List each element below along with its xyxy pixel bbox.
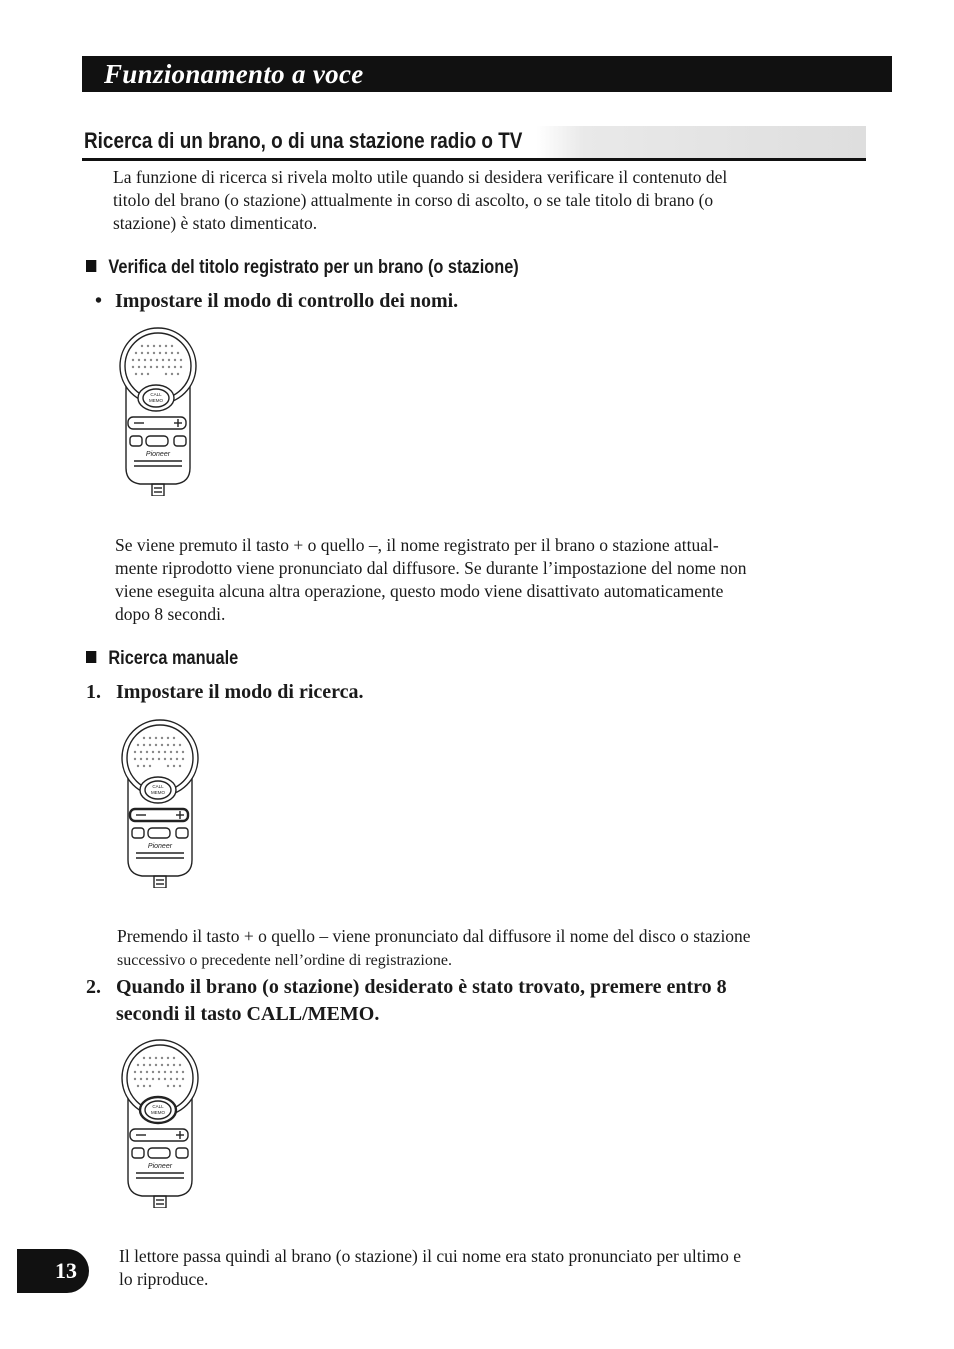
intro-line: stazione) è stato dimenticato. xyxy=(113,213,318,233)
description-line: dopo 8 secondi. xyxy=(115,604,226,624)
verify-bullet-text: Impostare il modo di controllo dei nomi. xyxy=(115,290,459,312)
page-number: 13 xyxy=(55,1258,77,1283)
step-2-line: Quando il brano (o stazione) desiderato è stato trovato, premere entro 8 xyxy=(116,976,727,998)
square-bullet-icon xyxy=(86,260,96,272)
note-line: successivo o precedente nell’ordine di registrazione. xyxy=(117,952,452,969)
brand-label: Pioneer xyxy=(145,451,171,458)
manual-heading xyxy=(86,647,238,671)
call-label: CALL xyxy=(150,392,162,397)
memo-label: MEMO xyxy=(149,398,163,403)
description-line: mente riprodotto viene pronunciato dal diffusore. Se durante l’impostazione del nome non xyxy=(115,558,747,578)
bullet-marker: • xyxy=(95,290,103,312)
step-2-marker: 2. xyxy=(86,976,101,998)
voice-remote-controller-icon xyxy=(120,1038,200,1208)
note-line: lo riproduce. xyxy=(119,1269,209,1289)
step-1-note xyxy=(117,925,857,972)
call-label: CALL xyxy=(152,1104,164,1109)
section-heading-text: Ricerca di un brano, o di una stazione radio o TV xyxy=(84,128,523,153)
intro-line: La funzione di ricerca si rivela molto utile quando si desidera verificare il contenuto del xyxy=(113,167,728,187)
manual-heading-text: Ricerca manuale xyxy=(108,648,239,669)
chapter-title: Funzionamento a voce xyxy=(104,59,364,89)
verify-heading xyxy=(86,256,519,280)
section-heading xyxy=(82,126,866,161)
call-label: CALL xyxy=(152,784,164,789)
voice-remote-controller-icon xyxy=(118,326,198,496)
brand-label: Pioneer xyxy=(147,1163,173,1170)
memo-label: MEMO xyxy=(151,790,165,795)
brand-label: Pioneer xyxy=(147,843,173,850)
note-line: Il lettore passa quindi al brano (o stazione) il cui nome era stato pronunciato per ultimo e xyxy=(119,1246,742,1266)
description-line: viene eseguita alcuna altra operazione, questo modo viene disattivato automaticamente xyxy=(115,581,724,601)
verify-description xyxy=(115,534,855,626)
step-2-note xyxy=(119,1245,859,1291)
note-line: Premendo il tasto + o quello – viene pronunciato dal diffusore il nome del disco o stazione xyxy=(117,926,751,946)
intro-paragraph xyxy=(113,166,853,235)
voice-remote-controller-icon xyxy=(120,718,200,888)
step-2-line: secondi il tasto CALL/MEMO. xyxy=(116,1003,380,1025)
chapter-banner xyxy=(82,56,892,92)
page-number-tab xyxy=(17,1249,89,1293)
memo-label: MEMO xyxy=(151,1110,165,1115)
step-1-marker: 1. xyxy=(86,681,101,703)
step-1-text: Impostare il modo di ricerca. xyxy=(116,681,364,703)
intro-line: titolo del brano (o stazione) attualmente in corso di ascolto, o se tale titolo di brano (o xyxy=(113,190,714,210)
verify-heading-text: Verifica del titolo registrato per un brano (o stazione) xyxy=(108,257,519,278)
description-line: Se viene premuto il tasto + o quello –, il nome registrato per il brano o stazione attual- xyxy=(115,535,719,555)
square-bullet-icon xyxy=(86,651,96,663)
